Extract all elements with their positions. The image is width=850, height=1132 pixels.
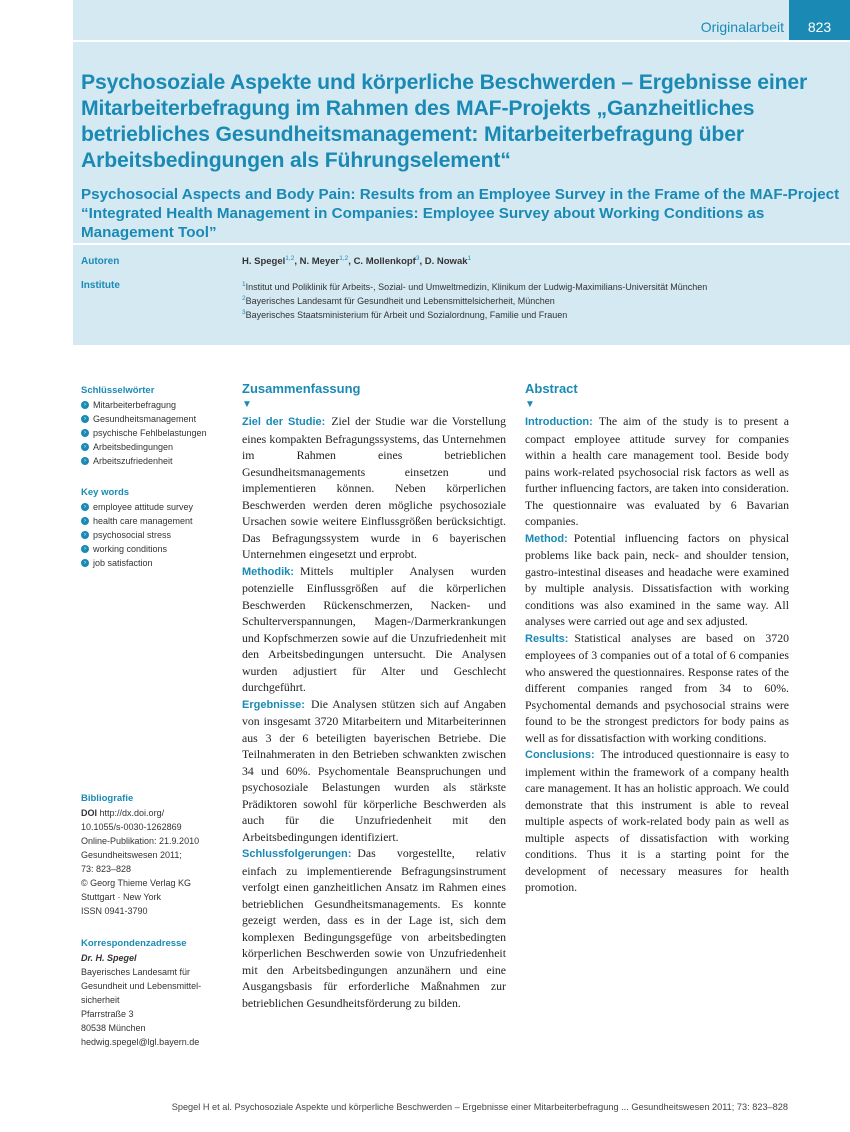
paragraph-text: Die Analysen stützen sich auf Angaben von insgesamt 3720 Mitarbeitern und Mitarbeiterinnen aus 3 der 6 beteiligten bayerischen Betriebe. Die Teilnahmeraten in den Betrieben schwankten zwischen 34 und 60%. Psychomentale Beanspruchungen und psychosoziale Belastungen wurden als stärkste Prädiktoren sowohl für körperliche Beschwerden als auch für die Unzufriedenheit mit den Arbeitsbedingungen identifiziert.	[242, 696, 506, 844]
author-separator: ,	[348, 256, 354, 268]
abstract-paragraph	[525, 630, 789, 747]
author-separator: ,	[419, 256, 425, 268]
bibliography-title: Bibliografie	[81, 793, 134, 804]
institutes-label: Institute	[81, 280, 120, 291]
abstract-paragraph	[525, 413, 789, 530]
authors	[242, 255, 471, 267]
abstract-paragraph	[525, 530, 789, 630]
bullet-arrow-icon: ›	[81, 457, 89, 465]
affiliation-mark: 1	[467, 255, 472, 262]
keyword-text: job satisfaction	[93, 558, 153, 568]
volume-pages: 73: 823–828	[81, 864, 132, 874]
title-divider	[73, 243, 850, 245]
keyword-item	[81, 426, 231, 440]
institute-name: Bayerisches Staatsministerium für Arbeit und Sozialordnung, Familie und Frauen	[245, 310, 568, 320]
bullet-arrow-icon: ›	[81, 429, 89, 437]
keywords-english	[81, 486, 231, 570]
email-link[interactable]: hedwig.spegel@lgl.bayern.de	[81, 1037, 200, 1047]
keyword-text: working conditions	[93, 544, 168, 554]
abstract-paragraph	[242, 413, 506, 563]
copyright: © Georg Thieme Verlag KG	[81, 878, 192, 888]
abstract-paragraph	[242, 563, 506, 696]
doi-link[interactable]: http://dx.doi.org/	[99, 808, 165, 818]
online-publication: Online-Publikation: 21.9.2010	[81, 836, 200, 846]
abstract-paragraph	[525, 746, 789, 896]
doi-line: DOI http://dx.doi.org/	[81, 808, 165, 818]
address-city: 80538 München	[81, 1023, 146, 1033]
keyword-item	[81, 528, 231, 542]
issn: ISSN 0941-3790	[81, 906, 148, 916]
abstract-paragraph	[242, 696, 506, 846]
paragraph-text: Das vorgestellte, relativ einfach zu implementierende Befragungsinstrument verfolgt einen ganzheitlichen Ansatz im Rahmen eines betrieblichen Gesundheitsmanagements. Es konnte gezeigt werden, dass es in der Lage ist, sich dem komplexen Bedingungsgefüge von arbeitsbedingten körperlichen Beschwerden sowie von Unzufriedenheit mit den Arbeitsbedingungen anzunähern und eine Ausgangsbasis für erforderliche Maßnahmen zur betrieblichen Gesundheitsförderung zu bilden.	[242, 846, 506, 1010]
author-name: C. Mollenkopf	[353, 256, 416, 268]
affiliation-mark: 2	[242, 295, 246, 302]
abstract-paragraph	[242, 845, 506, 1011]
paragraph-text: Potential influencing factors on physical problems like back pain, neck- and shoulder tension, gastro-intestinal diseases and headache were examined by multiple analysis. Dissatisfaction with working conditions was also examined in the same way. All analyses were carried out age and sex adjusted.	[525, 530, 789, 628]
bullet-arrow-icon: ›	[81, 531, 89, 539]
authors-label: Autoren	[81, 256, 120, 267]
institute-name: Bayerisches Landesamt für Gesundheit und Lebensmittelsicherheit, München	[245, 296, 555, 306]
bullet-arrow-icon: ›	[81, 415, 89, 423]
affiliation-mark: 1,2	[339, 255, 349, 262]
paragraph-label: Introduction:	[525, 416, 593, 428]
keyword-text: Gesundheitsmanagement	[93, 414, 197, 424]
bullet-arrow-icon: ›	[81, 545, 89, 553]
paragraph-label: Ergebnisse:	[242, 698, 305, 711]
bullet-arrow-icon: ›	[81, 443, 89, 451]
bullet-arrow-icon: ›	[81, 401, 89, 409]
author-separator: ,	[294, 256, 300, 268]
keywords-english-title: Key words	[81, 487, 130, 498]
paragraph-label: Method:	[525, 532, 568, 545]
keyword-text: Mitarbeiterbefragung	[93, 400, 177, 410]
keyword-item	[81, 514, 231, 528]
paragraph-label: Ziel der Studie:	[242, 416, 326, 428]
zusammenfassung-heading: Zusammenfassung	[242, 381, 361, 396]
address-line: sicherheit	[81, 995, 120, 1005]
paragraph-text: The introduced questionnaire is easy to implement within the framework of a company health care management. It has an holistic approach. We could demonstrate that this instrument is able to reveal multiple aspects of work-related body pain as well as multiple aspects of dissatisfaction with working conditions. Thus it is a starting point for the development of necessary measures for health promotion.	[525, 747, 789, 894]
paragraph-text: Mittels multipler Analysen wurden potenzielle Einflussgrößen auf die körperlichen Beschwerden Rückenschmerzen, Nacken- und Schulterverspannungen, Magen-/Darmerkrankungen und Kopfschmerzen sowie auf die Unzufriedenheit mit den Arbeitsbedingungen untersucht. Die Analysen wurden adjustiert für Alter und Geschlecht durchgeführt.	[242, 563, 506, 694]
keyword-text: health care management	[93, 516, 193, 526]
correspondence-name: Dr. H. Spegel	[81, 953, 137, 963]
author-name: D. Nowak	[424, 256, 468, 268]
bullet-arrow-icon: ›	[81, 517, 89, 525]
affiliation-mark: 3	[242, 309, 246, 316]
institute-line	[242, 279, 707, 293]
institutes	[242, 279, 707, 321]
bullet-arrow-icon: ›	[81, 559, 89, 567]
paragraph-label: Results:	[525, 632, 569, 645]
keyword-item	[81, 398, 231, 412]
keyword-item	[81, 440, 231, 454]
title-german: Psychosoziale Aspekte und körperliche Beschwerden – Ergebnisse einer Mitarbeiterbefragung im Rahmen des MAF-Projekts „Ganzheitliches betriebliches Gesundheitsmanagement: Mitarbeiterbefragung über Arbeitsbedingungen als Führungselement“	[81, 71, 808, 172]
section-name: Originalarbeit	[700, 19, 784, 35]
title-english: Psychosocial Aspects and Body Pain: Results from an Employee Survey in the Frame of the MAF-Project “Integrated Health Management in Companies: Employee Survey about Working Conditions as Management Tool”	[81, 186, 840, 241]
author-name: N. Meyer	[299, 256, 340, 268]
paragraph-text: Ziel der Studie war die Vorstellung eines kompakten Befragungssystems, das Unternehmen im Rahmen eines betrieblichen Gesundheitsmanagements einsetzen und implementieren können. Neben körperlichen Beschwerden werden deren mögliche psychosoziale Ursachen sowie weitere Einflussgrößen berücksichtigt. Das Befragungssystem wurde in 6 bayerischen Unternehmen eingesetzt und erprobt.	[242, 414, 506, 561]
address-line: Bayerisches Landesamt für	[81, 967, 191, 977]
keyword-item	[81, 542, 231, 556]
paragraph-text: The aim of the study is to present a compact employee attitude survey for companies within a health care management tool. Beside body pains work-related psychosocial risk factors as well as further influencing factors, are taken into consideration. The questionnaire was evaluated by 6 Bavarian companies.	[525, 414, 789, 528]
keyword-text: Arbeitsbedingungen	[93, 442, 174, 452]
institute-line	[242, 293, 707, 307]
affiliation-mark: 3	[415, 255, 420, 262]
publisher-location: Stuttgart · New York	[81, 892, 162, 902]
keywords-german	[81, 384, 231, 468]
address-line: Gesundheit und Lebensmittel-	[81, 981, 202, 991]
institute-name: Institut und Poliklinik für Arbeits-, Sozial- und Umweltmedizin, Klinikum der Ludwig-Maximilians-Universität München	[245, 282, 708, 292]
bibliography	[81, 792, 231, 918]
keyword-text: employee attitude survey	[93, 502, 194, 512]
author-name: H. Spegel	[242, 256, 286, 268]
affiliation-mark: 1	[242, 281, 246, 288]
keyword-text: psychosocial stress	[93, 530, 172, 540]
bullet-arrow-icon: ›	[81, 503, 89, 511]
keyword-item	[81, 556, 231, 570]
zusammenfassung	[242, 381, 506, 1011]
paragraph-label: Methodik:	[242, 565, 294, 578]
address-street: Pfarrstraße 3	[81, 1009, 134, 1019]
paragraph-label: Schlussfolgerungen:	[242, 848, 352, 860]
footer-citation: Spegel H et al. Psychosoziale Aspekte und körperliche Beschwerden – Ergebnisse einer Mitarbeiterbefragung ... Gesundheitswesen 2011; 73: 823–828	[171, 1102, 788, 1112]
journal: Gesundheitswesen 2011;	[81, 850, 182, 860]
section-arrow-icon: ▼	[525, 399, 535, 410]
institute-line	[242, 307, 707, 321]
paragraph-text: Statistical analyses are based on 3720 employees of 3 companies out of a total of 6 companies who answered the questionnaires. Response rates of the different companies ranged from 34 to 60%. Psychomental demands and psychosocial strains were found to be the strongest predictors for body pains as well as for dissatisfaction with working conditions.	[525, 630, 789, 745]
abstract-heading: Abstract	[525, 381, 578, 396]
header-divider	[73, 40, 850, 42]
keyword-text: Arbeitszufriedenheit	[93, 456, 173, 466]
section-arrow-icon: ▼	[242, 399, 252, 410]
paragraph-label: Conclusions:	[525, 749, 595, 761]
correspondence-title: Korrespondenzadresse	[81, 938, 187, 949]
keywords-german-title: Schlüsselwörter	[81, 385, 155, 396]
page-number: 823	[789, 0, 850, 40]
keyword-text: psychische Fehlbelastungen	[93, 428, 207, 438]
correspondence	[81, 937, 231, 1049]
abstract	[525, 381, 789, 896]
keyword-item	[81, 412, 231, 426]
keyword-item	[81, 500, 231, 514]
keyword-item	[81, 454, 231, 468]
doi-number: 10.1055/s-0030-1262869	[81, 822, 182, 832]
affiliation-mark: 1,2	[285, 255, 295, 262]
